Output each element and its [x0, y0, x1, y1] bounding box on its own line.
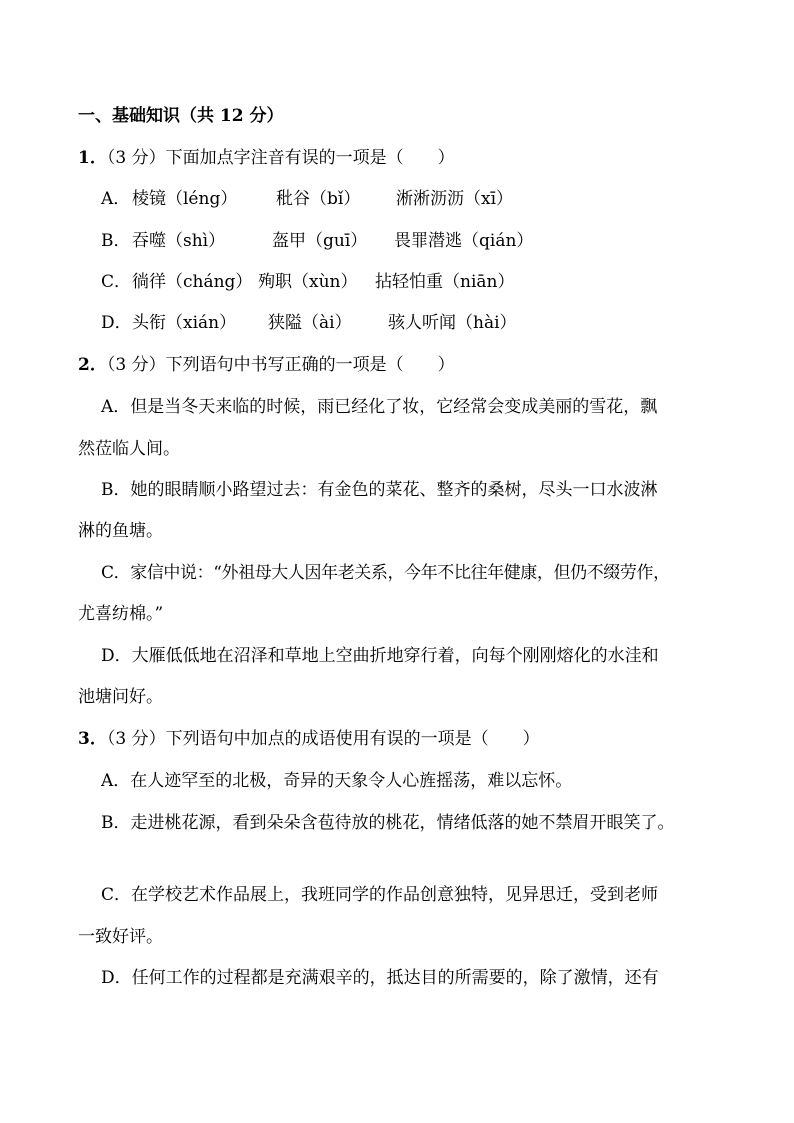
option-text: 她的眼睛顺小路望过去：有金色的菜花、整齐的桑树，尽头一口水波淋	[130, 480, 658, 500]
option-item: 淅淅沥沥（xī）	[396, 189, 514, 209]
option-text: 但是当冬天来临的时候，雨已经化了妆，它经常会变成美丽的雪花，飘	[130, 397, 658, 417]
option-text: 家信中说：“外祖母大人因年老关系，今年不比往年健康，但仍不缀劳作，	[130, 563, 670, 583]
option-item: 骇人听闻（hài）	[388, 313, 517, 333]
question-3-stem	[78, 728, 540, 750]
option-item: 秕谷（bǐ）	[276, 189, 361, 209]
option-text: 在学校艺术作品展上，我班同学的作品创意独特，见异思迁，受到老师	[131, 885, 659, 905]
option-item: 拈轻怕重（niān）	[375, 272, 515, 292]
question-text: 下面加点字注音有误的一项是（ ）	[165, 148, 455, 168]
option-letter: D．	[101, 968, 132, 988]
question-number: 3．	[78, 729, 107, 749]
question-text: 下列语句中加点的成语使用有误的一项是（ ）	[165, 729, 540, 749]
option-item: 徜徉（cháng）	[132, 272, 253, 292]
question-points: （3 分）	[106, 148, 166, 168]
question-3-option-a	[101, 770, 572, 792]
option-letter: A．	[101, 397, 131, 417]
option-item: 殉职（xùn）	[258, 272, 358, 292]
option-line	[101, 645, 659, 667]
option-continuation: 尤喜纺棉。”	[78, 604, 164, 624]
option-line	[101, 396, 657, 418]
option-item: 吞噬（shì）	[132, 231, 226, 251]
option-item: 畏罪潜逃（qián）	[394, 231, 534, 251]
option-letter: C．	[101, 563, 131, 583]
option-letter: D．	[101, 646, 132, 666]
option-line	[101, 562, 670, 584]
option-text: 大雁低低地在沼泽和草地上空曲折地穿行着，向每个刚刚熔化的水洼和	[131, 646, 659, 666]
question-2-stem	[78, 354, 455, 376]
question-text: 下列语句中书写正确的一项是（ ）	[165, 355, 455, 375]
option-letter: B．	[101, 813, 131, 833]
option-item: 盔甲（guī）	[272, 231, 368, 251]
option-continuation: 淋的鱼塘。	[78, 521, 163, 541]
option-letter: D．	[101, 313, 132, 333]
option-letter: A．	[101, 771, 131, 791]
option-text: 在人迹罕至的北极，奇异的天象令人心旌摇荡，难以忘怀。	[130, 771, 573, 791]
option-line	[101, 884, 658, 906]
option-line	[101, 479, 658, 501]
option-letter: A．	[101, 189, 131, 209]
option-item: 头衔（xián）	[132, 313, 237, 333]
option-letter: B．	[101, 480, 131, 500]
option-text: 走进桃花源，看到朵朵含苞待放的桃花，情绪低落的她不禁眉开眼笑了。	[130, 813, 675, 833]
option-letter: C．	[101, 885, 132, 905]
section-title: 一、基础知识（共 12 分）	[78, 106, 284, 126]
option-letter: C．	[101, 272, 132, 292]
question-3-option-d	[101, 967, 659, 989]
question-number: 1．	[78, 148, 107, 168]
option-continuation: 池塘问好。	[78, 687, 163, 707]
option-letter: B．	[101, 231, 131, 251]
question-points: （3 分）	[106, 355, 166, 375]
option-continuation: 一致好评。	[78, 927, 163, 947]
option-continuation: 然莅临人间。	[78, 439, 180, 459]
option-item: 棱镜（léng）	[132, 189, 238, 209]
option-text: 任何工作的过程都是充满艰辛的，抵达目的所需要的，除了激情，还有	[131, 968, 659, 988]
question-3-option-b	[101, 812, 675, 834]
question-number: 2．	[78, 355, 107, 375]
question-points: （3 分）	[106, 729, 166, 749]
question-1-stem	[78, 147, 455, 169]
option-item: 狭隘（ài）	[268, 313, 352, 333]
